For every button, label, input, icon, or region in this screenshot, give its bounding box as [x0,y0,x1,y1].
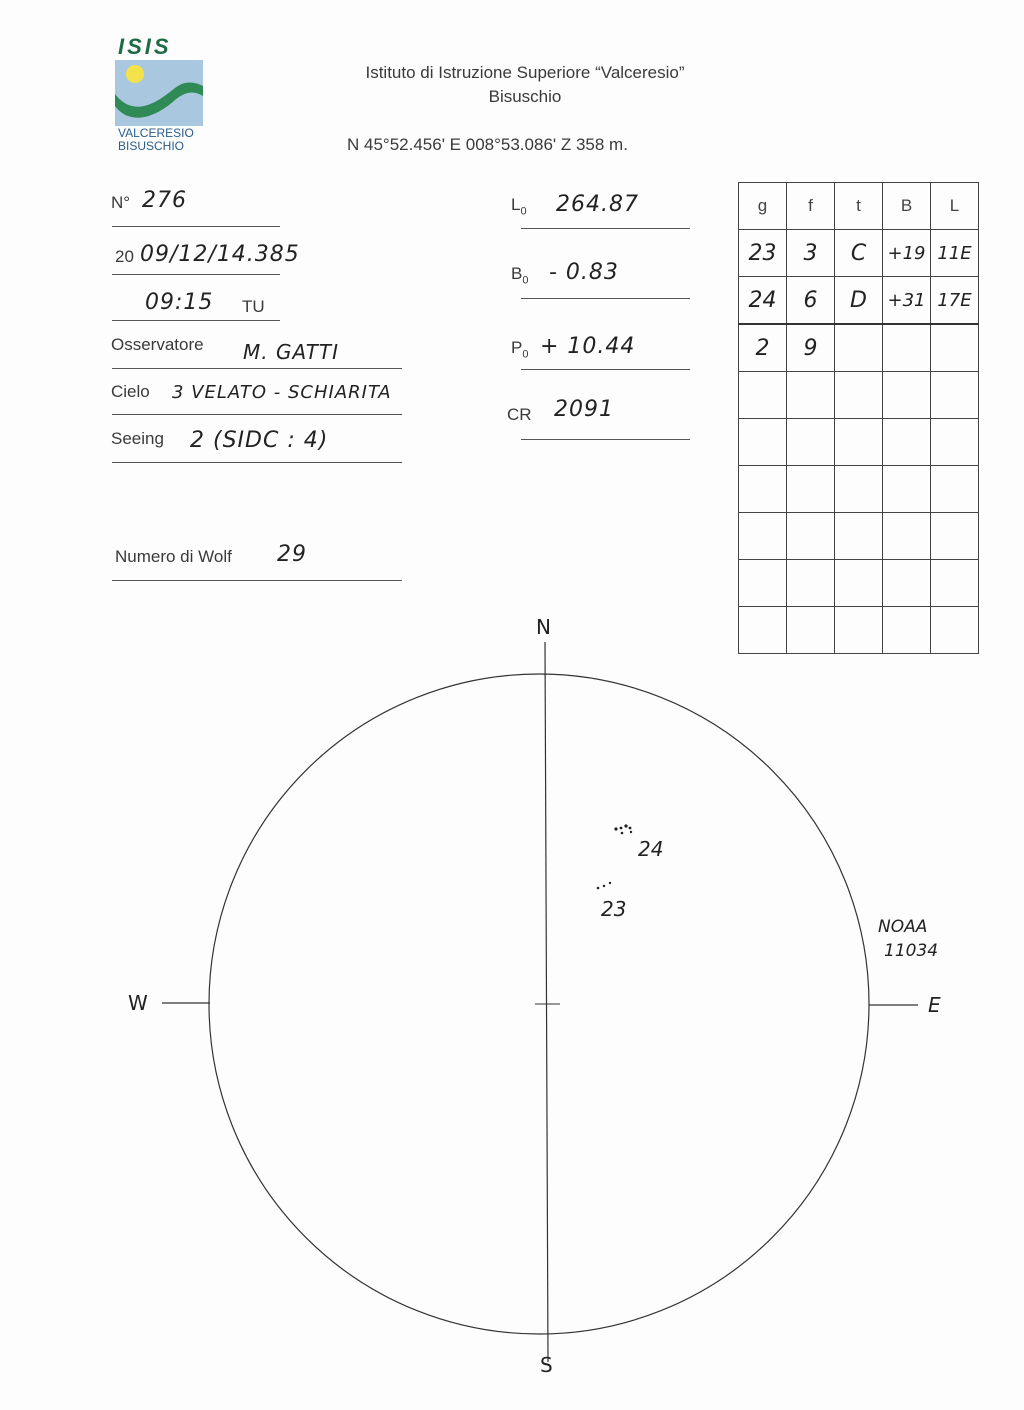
date-prefix: 20 [115,247,134,266]
B0-underline [521,298,690,299]
observatory-coordinates: N 45°52.456' E 008°53.086' Z 358 m. [347,135,628,154]
table-row [739,372,979,419]
logo-acronym: ISIS [118,34,172,59]
table-cell [739,513,787,560]
P0-label: $P_0$ [511,338,529,361]
noaa-number: 11034 [884,941,939,961]
L0-label: $L_0$ [511,195,527,218]
table-header-row [739,183,979,230]
table-cell [931,419,979,466]
table-header-l: L [931,183,979,230]
table-cell [787,466,835,513]
institute-name: Istituto di Istruzione Superiore “Valceresio” [365,63,685,82]
sunspot-group-23 [597,882,612,890]
time-unit: TU [242,297,265,316]
table-cell [739,372,787,419]
group-23-label: 23 [601,897,627,921]
date-underline [112,274,280,275]
table-header-g: g [739,183,787,230]
time-underline [112,320,280,321]
north-south-axis [545,642,548,1362]
table-cell [883,372,931,419]
sky-value: 3 VELATO - SCHIARITA [172,382,392,403]
table-cell [931,513,979,560]
table-cell: 24 [739,277,787,325]
east-label: E [928,993,941,1017]
noaa-label: NOAA [878,917,928,937]
table-cell [835,324,883,372]
table-cell: C [835,230,883,277]
L0-underline [521,228,690,229]
number-underline [112,226,280,227]
table-row [739,513,979,560]
table-cell [835,372,883,419]
CR-label: CR [507,405,532,424]
table-cell: 9 [787,324,835,372]
table-cell [931,372,979,419]
B0-value: - 0.83 [549,260,619,285]
CR-underline [521,439,690,440]
table-cell [931,466,979,513]
table-cell [835,466,883,513]
table-cell [739,466,787,513]
logo-icon [115,60,203,126]
west-label: W [128,991,148,1015]
solar-disk-drawing [0,600,1024,1380]
table-cell: D [835,277,883,325]
time-value: 09:15 [145,290,214,315]
table-cell: 17E [931,277,979,325]
table-cell [883,324,931,372]
table-header-t: t [835,183,883,230]
observer-value: M. GATTI [243,340,340,364]
table-row [739,277,979,325]
date-value: 09/12/14.385 [140,242,300,267]
seeing-label: Seeing [111,429,164,448]
table-cell: +31 [883,277,931,325]
table-cell [739,419,787,466]
table-row [739,324,979,372]
seeing-value: 2 (SIDC : 4) [190,428,329,453]
table-cell: 3 [787,230,835,277]
table-cell [931,324,979,372]
table-cell [883,466,931,513]
sunspot-group-24 [614,824,632,834]
number-label: N° [111,193,131,212]
observer-underline [112,368,402,369]
table-cell [835,419,883,466]
table-cell: 23 [739,230,787,277]
seeing-underline [112,462,402,463]
wolf-label: Numero di Wolf [115,547,232,566]
table-cell [787,513,835,560]
sky-underline [112,414,402,415]
table-header-b: B [883,183,931,230]
table-cell [787,419,835,466]
institute-town: Bisuschio [488,87,562,106]
wolf-value: 29 [277,542,307,567]
wolf-underline [112,580,402,581]
table-cell [787,372,835,419]
table-cell [883,419,931,466]
table-cell: 11E [931,230,979,277]
number-value: 276 [142,188,187,213]
table-cell [835,513,883,560]
sky-label: Cielo [111,382,150,401]
table-header-f: f [787,183,835,230]
table-cell: +19 [883,230,931,277]
sunspot-groups-table [738,182,979,654]
table-body [739,230,979,654]
table-cell [883,513,931,560]
group-24-label: 24 [638,837,664,861]
table-cell: 2 [739,324,787,372]
south-label: S [540,1353,553,1377]
north-label: N [536,615,551,639]
table-row [739,419,979,466]
table-row [739,466,979,513]
CR-value: 2091 [554,397,614,422]
logo-subtitle-1: VALCERESIO [118,126,194,140]
P0-value: + 10.44 [540,334,636,359]
table-cell: 6 [787,277,835,325]
table-row [739,230,979,277]
observer-label: Osservatore [111,335,204,354]
L0-value: 264.87 [556,192,639,217]
B0-label: $B_0$ [511,264,529,287]
P0-underline [521,369,690,370]
logo-subtitle-2: BISUSCHIO [118,139,185,153]
